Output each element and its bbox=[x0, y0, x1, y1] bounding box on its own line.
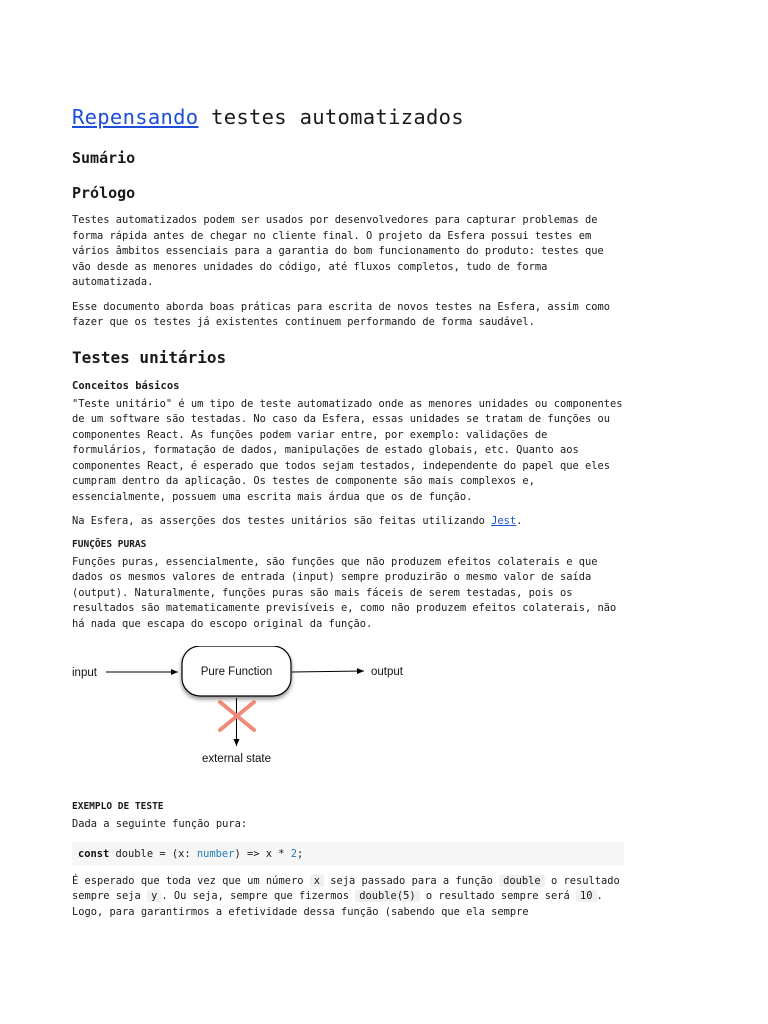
explanation-text-2: seja passado para a função bbox=[323, 874, 500, 887]
explanation-text-5: o resultado sempre será bbox=[419, 890, 576, 902]
explanation-text-3: o resultado sempre seja bbox=[72, 874, 620, 902]
title-link[interactable]: Repensando bbox=[72, 105, 199, 129]
prologo-paragraph-1: Testes automatizados podem ser usados por desenvolvedores para capturar problemas de forma rápida antes de chegar no cliente final. O projeto da Esfera possui testes em vários âmbitos essenciais para a garantia do bom funcionamento do produto: testes que vão desde as menores unidades do código, até fluxos completos, tudo de forma automatizada. bbox=[72, 214, 604, 288]
heading-funcoes-puras: FUNÇÕES PURAS bbox=[72, 538, 147, 550]
code-end: ; bbox=[297, 847, 304, 860]
code-arrow: ) => x * bbox=[234, 847, 291, 860]
title-text: testes automatizados bbox=[211, 105, 464, 129]
heading-conceitos-basicos: Conceitos básicos bbox=[72, 379, 180, 392]
funcoes-puras-paragraph: Funções puras, essencialmente, são funções que não produzem efeitos colaterais e que dados os mesmos valores de entrada (input) sempre produzirão o mesmo valor de saída (output). Naturalmente, funções puras são mais fáceis de serem testadas, pois os resultados são matematicamente previsíveis e, como não produzem efeitos colaterais, não há nada que escapa do escopo original da função. bbox=[72, 555, 617, 630]
code-type: number bbox=[196, 847, 235, 860]
code-block bbox=[72, 842, 624, 866]
code-colon: : bbox=[184, 847, 197, 860]
inline-code-double-5: double(5) bbox=[355, 890, 419, 902]
jest-link[interactable]: Jest bbox=[491, 515, 517, 527]
conceitos-paragraph: "Teste unitário" é um tipo de teste automatizado onde as menores unidades ou componentes de um software são testadas. No caso da Esfera, essas unidades se tratam de funções ou componentes React. As funções podem variar entre, por exemplo: validações de formulários, formatação de dados, manipulações de estado globais, etc. Quanto aos componentes React, é esperado que todos sejam testados, independente do papel que eles cumpram dentro da aplicação. Os testes de componente são mais complexos e, essencialmente, possuem uma escrita mais árdua que os de função. bbox=[72, 397, 623, 503]
jest-prefix: Na Esfera, as asserções dos testes unitários são feitas utilizando bbox=[72, 515, 492, 527]
inline-code-10: 10 bbox=[576, 890, 597, 902]
explanation-text-6: . Logo, para garantirmos a efetividade dessa função (sabendo que ela sempre bbox=[72, 890, 603, 918]
explanation-text-1: É esperado que toda vez que um número bbox=[72, 874, 310, 887]
heading-sumario: Sumário bbox=[72, 149, 136, 167]
pure-function-diagram bbox=[72, 646, 624, 786]
inline-code-double: double bbox=[499, 875, 545, 887]
inline-code-y: y bbox=[147, 890, 161, 902]
prologo-paragraph-2: Esse documento aborda boas práticas para escrita de novos testes na Esfera, assim como fazer que os testes já existentes continuem performando de forma saudável. bbox=[72, 300, 610, 328]
heading-prologo: Prólogo bbox=[72, 184, 136, 202]
document-content bbox=[72, 103, 624, 920]
diagram-output-label: output bbox=[371, 666, 403, 678]
code-keyword: const bbox=[78, 847, 110, 860]
diagram-external-label: external state bbox=[201, 753, 272, 765]
diagram-box-label: Pure Function bbox=[200, 666, 273, 678]
output-arrow bbox=[292, 671, 364, 672]
code-param: x bbox=[178, 847, 185, 860]
heading-testes-unitarios: Testes unitários bbox=[72, 347, 227, 367]
jest-paragraph bbox=[72, 514, 624, 530]
inline-code-x: x bbox=[310, 875, 324, 887]
exemplo-explanation bbox=[72, 874, 624, 921]
jest-suffix: . bbox=[516, 515, 523, 527]
diagram-input-label: input bbox=[72, 667, 97, 679]
explanation-text-4: . Ou seja, sempre que fizermos bbox=[161, 890, 356, 902]
code-name: double = ( bbox=[109, 847, 179, 860]
document-title bbox=[72, 103, 624, 131]
exemplo-intro: Dada a seguinte função pura: bbox=[72, 818, 248, 830]
code-number: 2 bbox=[290, 847, 298, 860]
heading-exemplo-de-teste: EXEMPLO DE TESTE bbox=[72, 801, 164, 812]
